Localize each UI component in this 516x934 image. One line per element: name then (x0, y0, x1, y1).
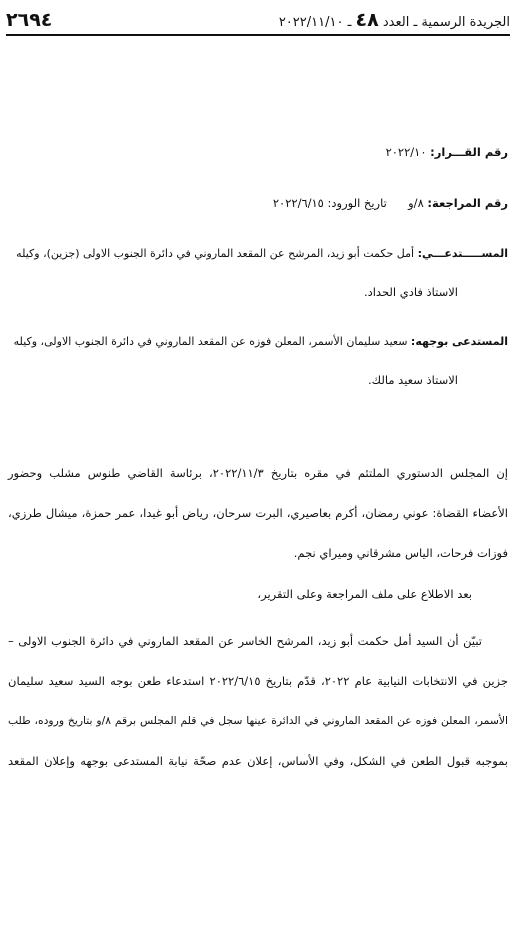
appellant-line-2: الاستاذ فادي الحداد. (363, 285, 458, 299)
body-paragraph-1-line-2: الأعضاء القضاة: عوني رمضان، أكرم بعاصيري، البرت سرحان، رياض أبو غيدا، عمر حمزة، ميشال طرزي، (8, 506, 508, 520)
issue-date: ـ ٢٠٢٢/١١/١٠ (278, 15, 352, 30)
appellant-line-1 (8, 246, 508, 262)
appellant-text: أمل حكمت أبو زيد، المرشح عن المقعد الماروني في دائرة الجنوب الاولى (جزين)، وكيله (16, 247, 415, 260)
body-paragraph-3-line-2: جزين في الانتخابات النيابية عام ٢٠٢٢، قدّم بتاريخ ٢٠٢٢/٦/١٥ استدعاء طعن بوجه السيد سعيد سليمان (8, 674, 508, 688)
body-paragraph-3-line-4: بموجبه قبول الطعن في الشكل، وفي الأساس، إعلان عدم صحّة نيابة المستدعى بوجهه وإعلان المقعد (8, 754, 508, 768)
body-paragraph-2: بعد الاطلاع على ملف المراجعة وعلى التقرير، (257, 587, 472, 601)
review-number (8, 195, 508, 211)
body-paragraph-1-line-3: فوزات فرحات، الياس مشرقاني وميراي نجم. (293, 546, 508, 560)
gazette-title (279, 9, 510, 31)
respondent-line-1 (8, 334, 508, 350)
header-rule (6, 34, 510, 36)
appellant-label: المســـــتدعـــي: (417, 247, 508, 260)
review-label: رقم المراجعة: (427, 196, 508, 210)
arrival-date-label: تاريخ الورود: (327, 196, 387, 210)
decision-number (8, 144, 508, 160)
gazette-name: الجريدة الرسمية ـ العدد (382, 15, 510, 30)
respondent-line-2: الاستاذ سعيد مالك. (367, 373, 458, 387)
body-paragraph-1-line-1: إن المجلس الدستوري الملتئم في مقره بتاريخ ٢٠٢٢/١١/٣، برئاسة القاضي طنوس مشلب وحضور (8, 466, 508, 480)
page-header (6, 8, 510, 32)
respondent-text: سعيد سليمان الأسمر، المعلن فوزه عن المقعد الماروني في دائرة الجنوب الاولى، وكيله (13, 335, 408, 348)
decision-label: رقم القـــرار: (430, 145, 508, 159)
decision-value: ٢٠٢٢/١٠ (385, 145, 427, 159)
issue-number: ٤٨ (355, 9, 379, 31)
page-number: ٢٦٩٤ (6, 9, 53, 31)
respondent-label: المستدعى بوجهه: (410, 335, 508, 348)
body-paragraph-3-line-3: الأسمر، المعلن فوزه عن المقعد الماروني في الدائرة عينها سجل في قلم المجلس برقم ٨/و بتاريخ وروده، طلب (8, 714, 508, 727)
review-value: ٨/و (408, 196, 424, 210)
body-paragraph-3-line-1: تبيّن أن السيد أمل حكمت أبو زيد، المرشح الخاسر عن المقعد الماروني في دائرة الجنوب الاولى – (8, 634, 482, 648)
arrival-date-value: ٢٠٢٢/٦/١٥ (272, 196, 324, 210)
